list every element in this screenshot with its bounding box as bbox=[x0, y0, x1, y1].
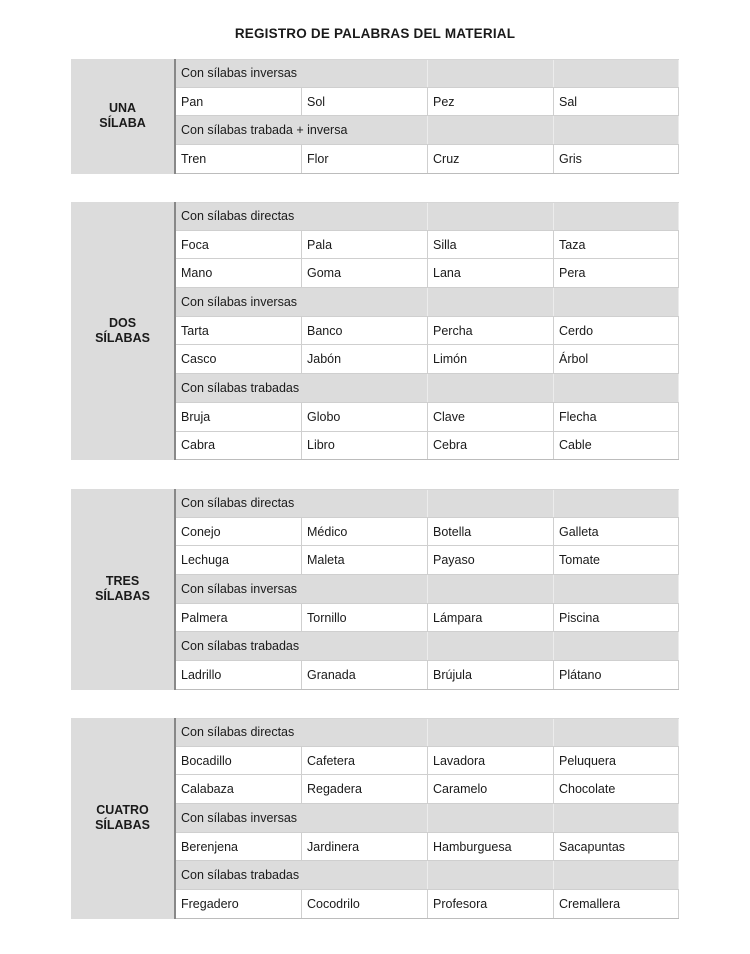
empty-cell bbox=[428, 804, 554, 832]
word-cell: Percha bbox=[428, 317, 554, 345]
empty-cell bbox=[428, 490, 554, 517]
section-label-line: UNA bbox=[108, 101, 137, 116]
empty-cell bbox=[428, 632, 554, 660]
category-header: Con sílabas inversas bbox=[176, 288, 428, 316]
category-header: Con sílabas trabadas bbox=[176, 374, 428, 402]
category-header-row bbox=[176, 116, 679, 145]
section-label-line: SÍLABA bbox=[99, 116, 146, 131]
word-cell: Piscina bbox=[554, 604, 679, 632]
word-cell: Tarta bbox=[176, 317, 302, 345]
word-cell: Cebra bbox=[428, 432, 554, 460]
category-header: Con sílabas directas bbox=[176, 719, 428, 746]
word-cell: Galleta bbox=[554, 518, 679, 546]
word-cell: Jardinera bbox=[302, 833, 428, 861]
category-header-row bbox=[176, 861, 679, 890]
word-cell: Casco bbox=[176, 345, 302, 373]
word-cell: Cable bbox=[554, 432, 679, 460]
word-cell: Pala bbox=[302, 231, 428, 259]
table-row bbox=[176, 775, 679, 804]
category-header-row bbox=[176, 575, 679, 604]
word-cell: Calabaza bbox=[176, 775, 302, 803]
syllable-section bbox=[71, 718, 679, 919]
empty-cell bbox=[428, 374, 554, 402]
empty-cell bbox=[428, 575, 554, 603]
word-cell: Brújula bbox=[428, 661, 554, 689]
word-cell: Regadera bbox=[302, 775, 428, 803]
category-header: Con sílabas directas bbox=[176, 490, 428, 517]
word-cell: Banco bbox=[302, 317, 428, 345]
word-cell: Bruja bbox=[176, 403, 302, 431]
word-cell: Gris bbox=[554, 145, 679, 173]
word-cell: Botella bbox=[428, 518, 554, 546]
category-header: Con sílabas inversas bbox=[176, 60, 428, 87]
word-cell: Lámpara bbox=[428, 604, 554, 632]
section-label bbox=[71, 489, 174, 690]
word-cell: Goma bbox=[302, 259, 428, 287]
category-header: Con sílabas inversas bbox=[176, 804, 428, 832]
table-row bbox=[176, 747, 679, 776]
word-cell: Médico bbox=[302, 518, 428, 546]
word-cell: Conejo bbox=[176, 518, 302, 546]
table-row bbox=[176, 546, 679, 575]
word-cell: Clave bbox=[428, 403, 554, 431]
table-row bbox=[176, 604, 679, 633]
empty-cell bbox=[428, 203, 554, 230]
table-row bbox=[176, 317, 679, 346]
word-cell: Pera bbox=[554, 259, 679, 287]
table-row bbox=[176, 145, 679, 174]
word-table bbox=[174, 202, 679, 460]
syllable-section bbox=[71, 202, 679, 460]
table-row bbox=[176, 231, 679, 260]
table-row bbox=[176, 518, 679, 547]
empty-cell bbox=[554, 288, 679, 316]
table-row bbox=[176, 661, 679, 690]
word-cell: Fregadero bbox=[176, 890, 302, 918]
word-cell: Peluquera bbox=[554, 747, 679, 775]
word-cell: Taza bbox=[554, 231, 679, 259]
word-cell: Profesora bbox=[428, 890, 554, 918]
word-cell: Pez bbox=[428, 88, 554, 116]
category-header: Con sílabas inversas bbox=[176, 575, 428, 603]
section-label-line: SÍLABAS bbox=[95, 589, 150, 604]
word-cell: Cocodrilo bbox=[302, 890, 428, 918]
word-cell: Cabra bbox=[176, 432, 302, 460]
word-cell: Lavadora bbox=[428, 747, 554, 775]
word-cell: Silla bbox=[428, 231, 554, 259]
word-table bbox=[174, 59, 679, 174]
category-header-row bbox=[176, 489, 679, 518]
word-cell: Globo bbox=[302, 403, 428, 431]
category-header-row bbox=[176, 202, 679, 231]
document-title: REGISTRO DE PALABRAS DEL MATERIAL bbox=[234, 26, 516, 41]
word-cell: Granada bbox=[302, 661, 428, 689]
word-cell: Berenjena bbox=[176, 833, 302, 861]
section-label-line: SÍLABAS bbox=[95, 818, 150, 833]
section-label-line: DOS bbox=[108, 316, 137, 331]
word-cell: Plátano bbox=[554, 661, 679, 689]
table-row bbox=[176, 259, 679, 288]
table-row bbox=[176, 432, 679, 461]
table-row bbox=[176, 890, 679, 919]
category-header-row bbox=[176, 59, 679, 88]
word-cell: Cremallera bbox=[554, 890, 679, 918]
word-cell: Caramelo bbox=[428, 775, 554, 803]
empty-cell bbox=[428, 861, 554, 889]
word-cell: Flor bbox=[302, 145, 428, 173]
category-header-row bbox=[176, 632, 679, 661]
word-cell: Maleta bbox=[302, 546, 428, 574]
empty-cell bbox=[554, 116, 679, 144]
syllable-section bbox=[71, 59, 679, 174]
word-cell: Pan bbox=[176, 88, 302, 116]
empty-cell bbox=[428, 719, 554, 746]
category-header: Con sílabas trabadas bbox=[176, 632, 428, 660]
table-row bbox=[176, 833, 679, 862]
word-cell: Tren bbox=[176, 145, 302, 173]
word-table bbox=[174, 718, 679, 919]
category-header-row bbox=[176, 718, 679, 747]
table-row bbox=[176, 403, 679, 432]
category-header: Con sílabas trabada + inversa bbox=[176, 116, 428, 144]
section-label bbox=[71, 718, 174, 919]
word-cell: Cruz bbox=[428, 145, 554, 173]
category-header: Con sílabas trabadas bbox=[176, 861, 428, 889]
word-table bbox=[174, 489, 679, 690]
word-cell: Árbol bbox=[554, 345, 679, 373]
empty-cell bbox=[554, 490, 679, 517]
table-row bbox=[176, 345, 679, 374]
word-cell: Payaso bbox=[428, 546, 554, 574]
section-label-line: CUATRO bbox=[96, 803, 149, 818]
word-cell: Chocolate bbox=[554, 775, 679, 803]
empty-cell bbox=[428, 116, 554, 144]
empty-cell bbox=[554, 719, 679, 746]
syllable-section bbox=[71, 489, 679, 690]
word-cell: Sacapuntas bbox=[554, 833, 679, 861]
empty-cell bbox=[554, 203, 679, 230]
empty-cell bbox=[554, 575, 679, 603]
section-label-line: SÍLABAS bbox=[95, 331, 150, 346]
word-cell: Sal bbox=[554, 88, 679, 116]
category-header-row bbox=[176, 804, 679, 833]
word-cell: Mano bbox=[176, 259, 302, 287]
table-row bbox=[176, 88, 679, 117]
empty-cell bbox=[554, 632, 679, 660]
empty-cell bbox=[428, 288, 554, 316]
empty-cell bbox=[554, 804, 679, 832]
word-cell: Limón bbox=[428, 345, 554, 373]
word-cell: Ladrillo bbox=[176, 661, 302, 689]
word-cell: Palmera bbox=[176, 604, 302, 632]
word-cell: Bocadillo bbox=[176, 747, 302, 775]
word-cell: Flecha bbox=[554, 403, 679, 431]
section-label bbox=[71, 202, 174, 460]
word-cell: Hamburguesa bbox=[428, 833, 554, 861]
word-cell: Foca bbox=[176, 231, 302, 259]
word-cell: Sol bbox=[302, 88, 428, 116]
empty-cell bbox=[428, 60, 554, 87]
section-label-line: TRES bbox=[105, 574, 140, 589]
word-cell: Libro bbox=[302, 432, 428, 460]
word-cell: Cerdo bbox=[554, 317, 679, 345]
word-cell: Tomate bbox=[554, 546, 679, 574]
category-header: Con sílabas directas bbox=[176, 203, 428, 230]
category-header-row bbox=[176, 374, 679, 403]
empty-cell bbox=[554, 60, 679, 87]
word-cell: Cafetera bbox=[302, 747, 428, 775]
empty-cell bbox=[554, 374, 679, 402]
word-cell: Jabón bbox=[302, 345, 428, 373]
empty-cell bbox=[554, 861, 679, 889]
word-cell: Lana bbox=[428, 259, 554, 287]
word-cell: Lechuga bbox=[176, 546, 302, 574]
category-header-row bbox=[176, 288, 679, 317]
section-label bbox=[71, 59, 174, 174]
word-cell: Tornillo bbox=[302, 604, 428, 632]
